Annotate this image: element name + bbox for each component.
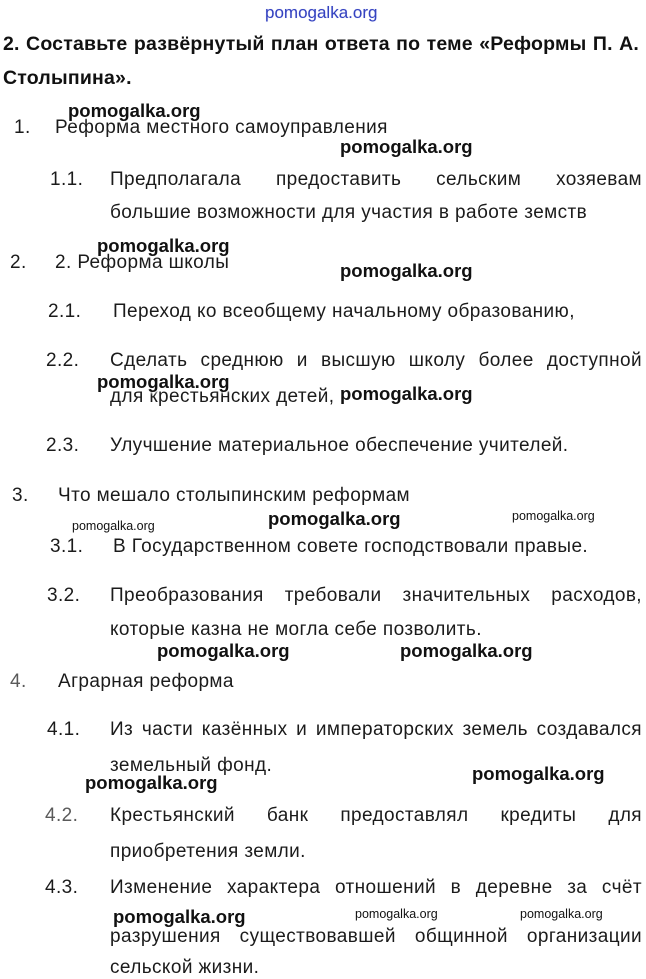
subitem-text-line: В Государственном совете господствовали правые. xyxy=(113,536,589,557)
plan-item-number: 1. xyxy=(14,117,31,138)
subitem-number: 4.3. xyxy=(45,877,79,898)
subitem-text-line: разрушения существовавшей общинной организации xyxy=(110,926,642,947)
subitem-text-line: Крестьянский банк предоставлял кредиты для xyxy=(110,805,642,826)
watermark-text: pomogalka.org xyxy=(113,906,246,927)
subitem-text-line: сельской жизни. xyxy=(110,957,260,978)
subitem-number: 3.2. xyxy=(47,585,81,606)
watermark-text: pomogalka.org xyxy=(97,371,230,392)
plan-item-title: Реформа местного самоуправления xyxy=(55,117,388,138)
subitem-text-line: Сделать среднюю и высшую школу более доступной xyxy=(110,350,642,371)
plan-item-number: 3. xyxy=(12,485,29,506)
watermark-text: pomogalka.org xyxy=(157,640,290,661)
subitem-number: 2.3. xyxy=(46,435,80,456)
watermark-text: pomogalka.org xyxy=(72,519,155,533)
subitem-text-line: Улучшение материальное обеспечение учителей. xyxy=(110,435,569,456)
plan-item-title: Что мешало столыпинским реформам xyxy=(58,485,411,506)
watermark-text: pomogalka.org xyxy=(512,509,595,523)
subitem-text-line: Изменение характера отношений в деревне за счёт xyxy=(110,877,642,898)
plan-item-number: 2. xyxy=(10,252,27,273)
watermark-text: pomogalka.org xyxy=(68,100,201,121)
watermark-text: pomogalka.org xyxy=(472,763,605,784)
subitem-number: 4.1. xyxy=(47,719,81,740)
plan-item-title: Аграрная реформа xyxy=(58,671,234,692)
heading-line: 2. Составьте развёрнутый план ответа по теме «Реформы П. А. xyxy=(3,33,639,55)
site-watermark-top: pomogalka.org xyxy=(265,3,378,22)
watermark-text: pomogalka.org xyxy=(268,508,401,529)
plan-item-number: 4. xyxy=(10,671,27,692)
subitem-text-line: которые казна не могла себе позволить. xyxy=(110,619,482,640)
watermark-text: pomogalka.org xyxy=(400,640,533,661)
subitem-number: 1.1. xyxy=(50,169,84,190)
plan-item-title: 2. Реформа школы xyxy=(55,252,230,273)
subitem-text-line: большие возможности для участия в работе земств xyxy=(110,202,588,223)
subitem-text-line: земельный фонд. xyxy=(110,755,273,776)
heading-line: Столыпина». xyxy=(3,67,132,89)
watermark-text: pomogalka.org xyxy=(520,907,603,921)
watermark-text: pomogalka.org xyxy=(85,772,218,793)
watermark-text: pomogalka.org xyxy=(97,235,230,256)
subitem-number: 3.1. xyxy=(50,536,84,557)
watermark-text: pomogalka.org xyxy=(340,383,473,404)
subitem-text-line: Преобразования требовали значительных расходов, xyxy=(110,585,642,606)
watermark-text: pomogalka.org xyxy=(340,260,473,281)
watermark-text: pomogalka.org xyxy=(355,907,438,921)
watermark-text: pomogalka.org xyxy=(340,136,473,157)
subitem-text-line: для крестьянских детей, xyxy=(110,386,335,407)
subitem-text-line: Предполагала предоставить сельским хозяевам xyxy=(110,169,642,190)
subitem-number: 2.2. xyxy=(46,350,80,371)
subitem-text-line: Переход ко всеобщему начальному образованию, xyxy=(113,301,575,322)
subitem-number: 4.2. xyxy=(45,805,79,826)
subitem-text-line: Из части казённых и императорских земель создавался xyxy=(110,719,642,740)
subitem-number: 2.1. xyxy=(48,301,82,322)
subitem-text-line: приобретения земли. xyxy=(110,841,306,862)
